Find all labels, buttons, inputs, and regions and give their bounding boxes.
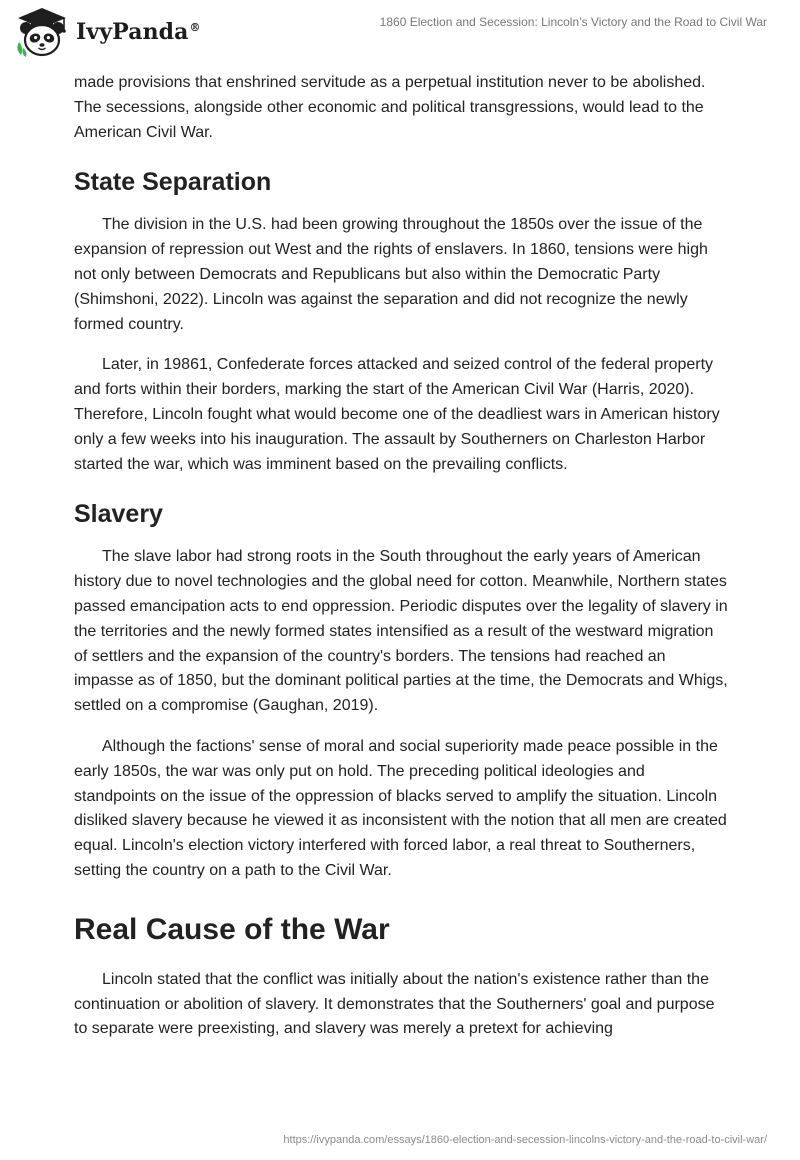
essay-content xyxy=(74,71,728,1058)
section-heading-state-separation: State Separation xyxy=(74,168,272,197)
document-title: 1860 Election and Secession: Lincoln’s Victory and the Road to Civil War xyxy=(379,15,767,29)
source-url[interactable]: https://ivypanda.com/essays/1860-election-and-secession-lincolns-victory-and-the-road-to-civil-war/ xyxy=(283,1134,767,1146)
intro-paragraph: made provisions that enshrined servitude as a perpetual institution never to be abolished. The secessions, alongside other economic and political transgressions, would lead to the American Civil War. xyxy=(74,74,706,141)
logo-wordmark: IvyPanda® xyxy=(76,19,201,45)
paragraph: Later, in 19861, Confederate forces attacked and seized control of the federal property and forts within their borders, marking the start of the American Civil War (Harris, 2020). Therefore, Lincoln fought what would become one of the deadliest wars in American history only a few weeks into his inauguration. The assault by Southerners on Charleston Harbor started the war, which was imminent based on the prevailing conflicts. xyxy=(74,356,720,473)
paragraph: The division in the U.S. had been growing throughout the 1850s over the issue of the expansion of repression out West and the rights of enslavers. In 1860, tensions were high not only between Democrats and Republicans but also within the Democratic Party (Shimshoni, 2022). Lincoln was against the separation and did not recognize the newly formed country. xyxy=(74,216,708,333)
section-heading-slavery: Slavery xyxy=(74,500,163,529)
paragraph: The slave labor had strong roots in the South throughout the early years of American history due to novel technologies and the global need for cotton. Meanwhile, Northern states passed emancipation acts to end oppression. Periodic disputes over the legality of slavery in the territories and the newly formed states intensified as a result of the westward migration of settlers and the expansion of the country's borders. The tensions had reached an impasse as of 1850, but the dominant political parties at the time, the Democrats and Whigs, settled on a compromise (Gaughan, 2019). xyxy=(74,548,728,715)
page-header xyxy=(0,0,800,66)
paragraph: Lincoln stated that the conflict was initially about the nation's existence rather than the continuation or abolition of slavery. It demonstrates that the Southerners' goal and purpose to separate were preexisting, and slavery was merely a pretext for achieving xyxy=(74,970,715,1038)
ivypanda-logo[interactable] xyxy=(14,6,201,58)
panda-graduate-icon xyxy=(14,6,70,58)
section-heading-real-cause: Real Cause of the War xyxy=(74,912,390,946)
paragraph: Although the factions' sense of moral and social superiority made peace possible in the early 1850s, the war was only put on hold. The preceding political ideologies and standpoints on the issue of the oppression of blacks served to amplify the situation. Lincoln disliked slavery because he viewed it as inconsistent with the notion that all men are created equal. Lincoln's election victory interfered with forced labor, a real threat to Southerners, setting the country on a path to the Civil War. xyxy=(74,737,727,879)
